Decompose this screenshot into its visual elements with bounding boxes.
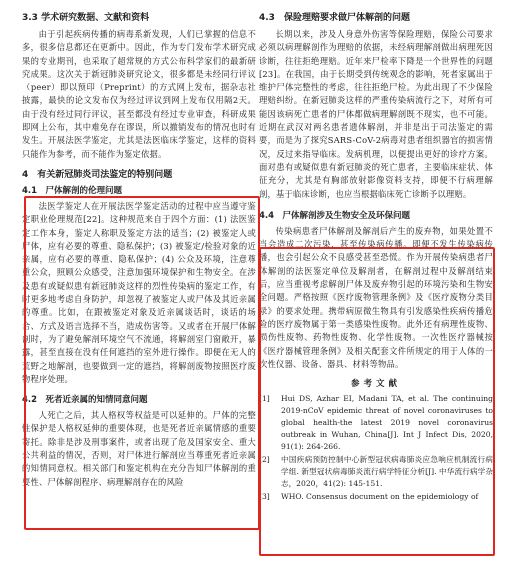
section-4-1-paragraph: 法医学鉴定人在开展法医学鉴定活动的过程中应当遵守鉴定职业伦理规范[22]。这种规范来自于四个方面：(1) 法医鉴定工作本身，鉴定人称职及鉴定方法的适当；(2) 被鉴定人或尸体，应有必要的尊重、隐私保护；(3) 被鉴定/检验对象的近亲属，应有必要的尊重、隐私保护；(4) 公众及环境，注意尊重公众，照顾公众感受，注意加强环境保护和生物安全。在涉及患有或疑似患有新冠肺炎这样的烈性传染病的鉴定工作，有时更多地考虑自身防护，却忽视了被鉴定人或尸体及其近亲属的尊重。比如，在跟被鉴定对象及近亲属谈话时，谈话的场合、方式及语言选择不当，造成伤害等。又或者在开展尸体解剖时，为了避免解剖环境空气不流通，将解剖室门窗敞开，暴露，甚至直接在没有任何遮挡的室外进行操作。即便在无人的荒野之地解剖，也要做到一定的遮挡，将解剖废物按照医疗废物程序处理。 (22, 200, 256, 384)
section-4-3-heading: 4.3 保险理赔要求做尸体解剖的问题 (259, 13, 410, 23)
section-4-1-heading: 4.1 尸体解剖的伦理问题 (22, 185, 123, 196)
reference-item (259, 491, 493, 503)
section-4-heading: 4 有关新冠肺炎司法鉴定的特别问题 (22, 169, 173, 180)
references-heading: 参考文献 (350, 379, 401, 390)
reference-text: WHO. Consensus document on the epidemiology of (281, 492, 479, 502)
reference-item (259, 454, 493, 490)
reference-number: [2] (259, 455, 270, 465)
section-3-3-heading: 3.3 学术研究数据、文献和资料 (22, 13, 150, 23)
section-4-3-paragraph: 长期以来，涉及人身意外伤害等保险理赔，保险公司要求必须以病理解剖作为理赔的依据，未经病理解剖做出病理死因诊断，往往拒绝理赔。近年来尸检率下降是一个世界性的问题[23]。在我国，由于长期受到传统观念的影响，死者家属出于维护尸体完整性的考虑，往往拒绝尸检。为此出现了不少保险理赔纠纷。在新冠肺炎这样的严重传染病流行之下，对所有可能因该病死亡患者的尸体都做病理解剖既不现实，也不可能。近期在武汉对两名患者遗体解剖，并非是出于司法鉴定的需要，而是为了探究SARS-CoV-2病毒对患者组织器官的损害情况，反过来指导临床。发病机理，以便提出更好的诊疗方案。面对患有或疑似患有新冠肺炎的死亡患者，主要临床症状、体征充分，尤其是有胸部放射影像资料支持，即便不行病理解剖，基于临床诊断，也应当根据临床死亡诊断予以理赔。 (259, 29, 493, 199)
reference-number: [1] (259, 394, 270, 404)
right-column (259, 0, 493, 504)
reference-text: Hui DS, Azhar EI, Madani TA, et al. The continuing 2019-nCoV epidemic threat of novel coronaviruses to global health-the latest 2019 novel coronavirus outbreak in Wuhan, China[J]. Int J Infect Dis, 2020, 91(1): 264-266. (281, 394, 493, 452)
reference-text: 中国疾病预防控制中心新型冠状病毒肺炎应急响应机制流行病学组. 新型冠状病毒肺炎流行病学特征分析[J]. 中华流行病学杂志，2020，41(2): 145-151. (281, 455, 493, 489)
reference-item (259, 393, 493, 453)
reference-number: [3] (259, 492, 270, 502)
section-3-3-paragraph: 由于引起疾病传播的病毒系新发现，人们已掌握的信息不多，很多信息都还在更新中。因此，作为专门发布学术研究成果的专业期刊，也采取了超常规的方式公布科学家们的最新研究成果。这次关于新冠肺炎研究论文，很多都是未经同行评议（peer）即以预印（Preprint）的方式网上发布，据杂志社披露，最快的论文发布仅为经过评议到网上发布仅用隔2天。由于没有经过同行评议，甚至都没有经过专业审查，科研成果即网上公布，其中难免存在谬误，所以撤销发布的情况也时有发生。开展法医学鉴定，尤其是法医临床学鉴定，这样的资料只能作为参考，而不能作为鉴定依据。 (22, 29, 256, 159)
section-4-4-heading: 4.4 尸体解剖涉及生物安全及环保问题 (259, 210, 411, 221)
section-4-4-paragraph: 传染病患者尸体解剖及解剖后产生的废弃物，如果处置不当会造成二次污染，甚至传染病传播。即便不发生传染病传播，也会引起公众不良感受甚至恐慌。作为开展传染病患者尸体解剖的法医鉴定单位及解剖者，在解剖过程中及解剖结束后，应当重视考虑解剖尸体及废弃物引起的环境污染和生物安全问题。严格按照《医疗废物管理条例》及《医疗废物分类目录》的要求处理。携带病原微生物具有引发感染性疾病传播危险的医疗废物属于第一类感染性废物。此外还有病理性废物、损伤性废物、药物性废物、化学性废物。一次性医疗器械按《医疗器械管理条例》及相关配套文件所规定的用于人体的一次性仪器、设备、器具、材料等物品。 (259, 225, 493, 369)
left-column (22, 0, 256, 489)
section-4-2-heading: 4.2 死者近亲属的知情同意问题 (22, 395, 148, 406)
section-4-2-paragraph: 人死亡之后，其人格权等权益是可以延伸的。尸体的完整性保护是人格权延伸的重要体现，也是死者近亲属情感的重要寄托。除非是涉及刑事案件，或者出现了危及国家安全、重大公共利益的情况，否则，对尸体进行解剖应当尊重死者近亲属的知情同意权。相关部门和鉴定机构在充分告知尸体解剖的重要性、尸体解剖程序、病理解剖存在的风险 (22, 410, 256, 487)
references-list (259, 393, 493, 503)
